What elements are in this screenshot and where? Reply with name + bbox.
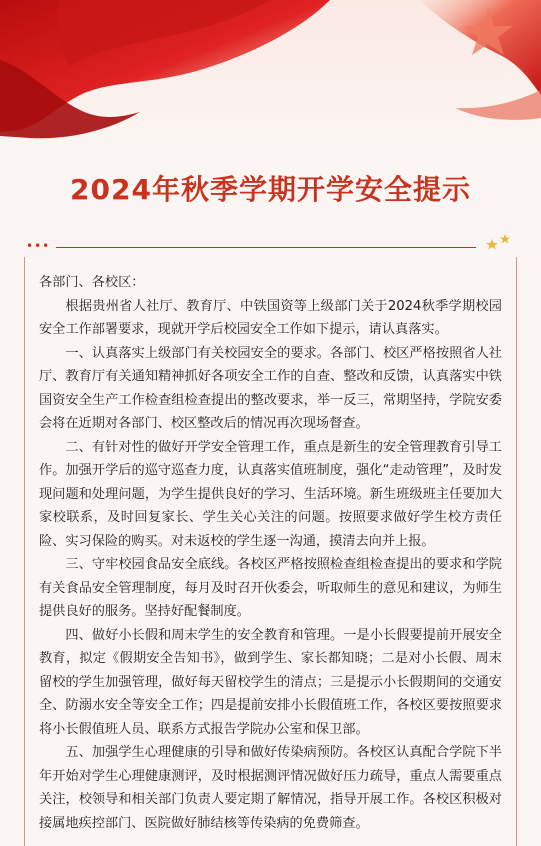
notice-body xyxy=(24,257,517,846)
paragraph-4: 四、做好小长假和周末学生的安全教育和管理。一是小长假要提前开展安全教育，拟定《假期安全告知书》，做到学生、家长都知晓；二是对小长假、周末留校的学生加强管理，做好每天留校学生的清点；三是提示小长假期间的交通安全、防溺水安全等安全工作；四是提前安排小长假值班工作，各校区要按照要求将小长假值班人员、联系方式报告学院办公室和保卫部。 xyxy=(39,627,502,737)
paragraph-5: 五、加强学生心理健康的引导和做好传染病预防。各校区认真配合学院下半年开始对学生心理健康测评，及时根据测评情况做好压力疏导，重点人需要重点关注，校领导和相关部门负责人要定期了解情况，指导开展工作。各校区积极对接属地疾控部门、医院做好肺结核等传染病的免费筛查。 xyxy=(39,745,502,831)
intro-paragraph: 根据贵州省人社厅、教育厅、中铁国资等上级部门关于2024秋季学期校园安全工作部署要求，现就开学后校园安全工作如下提示，请认真落实。 xyxy=(39,298,502,337)
paragraph-3: 三、守牢校园食品安全底线。各校区严格按照检查组检查提出的要求和学院有关食品安全管理制度，每月及时召开伙委会，听取师生的意见和建议，为师生提供良好的服务。坚持好配餐制度。 xyxy=(39,557,502,619)
stars-icon xyxy=(484,233,514,253)
divider-dots: ••• xyxy=(26,239,51,253)
salutation: 各部门、各校区： xyxy=(39,275,145,290)
page-title: 2024年秋季学期开学安全提示 xyxy=(70,173,471,206)
title-divider xyxy=(0,230,541,260)
header-banner xyxy=(0,0,541,150)
paragraph-1: 一、认真落实上级部门有关校园安全的要求。各部门、校区严格按照省人社厅、教育厅有关通知精神抓好各项安全工作的自查、整改和反馈，认真落实中铁国资安全生产工作检查组检查提出的整改要求，举一反三，常期坚持，学院安委会将在近期对各部门、校区整改后的情况再次现场督查。 xyxy=(39,345,502,431)
paragraph-2: 二、有针对性的做好开学安全管理工作，重点是新生的安全管理教育引导工作。加强开学后的巡守巡查力度，认真落实值班制度，强化“走动管理”，及时发现问题和处理问题，为学生提供良好的学习、生活环境。新生班级班主任要加大家校联系，及时回复家长、学生关心关注的问题。按照要求做好学生校方责任险、实习保险的购买。对未返校的学生逐一沟通，摸清去向并上报。 xyxy=(39,439,502,549)
divider-line xyxy=(56,247,476,248)
red-flag-illustration xyxy=(0,0,541,150)
